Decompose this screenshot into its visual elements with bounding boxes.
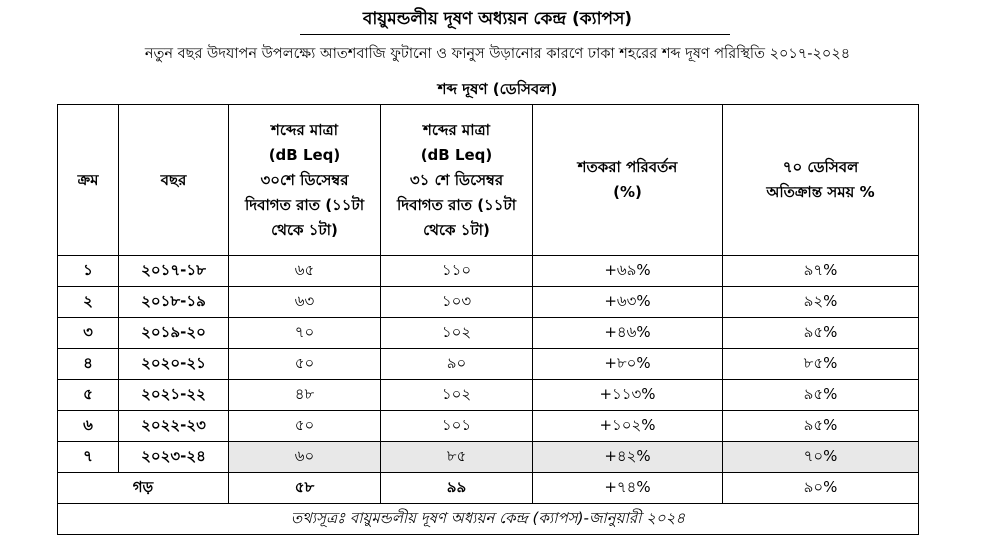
cell-exceed: ৮৫% — [723, 349, 919, 380]
cell-dec31: ১০৩ — [381, 287, 533, 318]
cell-dec31: ১১০ — [381, 256, 533, 287]
cell-dec30: ৬৩ — [229, 287, 381, 318]
average-change: +৭৪% — [533, 473, 723, 504]
cell-year: ২০২২-২৩ — [119, 411, 229, 442]
cell-change: +১০২% — [533, 411, 723, 442]
cell-dec31: ৯০ — [381, 349, 533, 380]
source-row — [58, 504, 919, 535]
table-row — [58, 380, 919, 411]
cell-year: ২০২০-২১ — [119, 349, 229, 380]
cell-dec30: ৬৫ — [229, 256, 381, 287]
cell-exceed: ৯৭% — [723, 256, 919, 287]
cell-year: ২০১৮-১৯ — [119, 287, 229, 318]
cell-exceed: ৭০% — [723, 442, 919, 473]
table-header-row — [58, 105, 919, 256]
table-row — [58, 411, 919, 442]
cell-change: +১১৩% — [533, 380, 723, 411]
column-header-dec30-level: শব্দের মাত্রা (dB Leq) ৩০শে ডিসেম্বর দিবাগত রাত (১১টা থেকে ১টা) — [229, 105, 381, 256]
cell-change: +৮০% — [533, 349, 723, 380]
table-row — [58, 318, 919, 349]
average-exceed: ৯০% — [723, 473, 919, 504]
table-caption: শব্দ দূষণ (ডেসিবল) — [437, 80, 558, 98]
cell-dec30: ৫০ — [229, 411, 381, 442]
cell-dec31: ১০১ — [381, 411, 533, 442]
cell-serial: ৪ — [58, 349, 119, 380]
column-header-year: বছর — [119, 105, 229, 256]
table-row — [58, 349, 919, 380]
title-underline — [300, 34, 730, 35]
cell-year: ২০১৭-১৮ — [119, 256, 229, 287]
average-dec30: ৫৮ — [229, 473, 381, 504]
subtitle: নতুন বছর উদযাপন উপলক্ষ্যে আতশবাজি ফুটানো ও ফানুস উড়ানোর কারণে ঢাকা শহরের শব্দ দূষণ পরিস্থিতি ২০১৭-২০২৪ — [144, 46, 851, 62]
cell-serial: ২ — [58, 287, 119, 318]
cell-year: ২০১৯-২০ — [119, 318, 229, 349]
cell-year: ২০২১-২২ — [119, 380, 229, 411]
cell-exceed: ৯৫% — [723, 318, 919, 349]
average-row — [58, 473, 919, 504]
cell-dec31: ১০২ — [381, 380, 533, 411]
source-note: তথ্যসূত্রঃ বায়ুমন্ডলীয় দূষণ অধ্যয়ন কেন্দ্র (ক্যাপস)-জানুয়ারী ২০২৪ — [58, 504, 919, 535]
cell-dec30: ৬০ — [229, 442, 381, 473]
average-label: গড় — [58, 473, 229, 504]
cell-exceed: ৯২% — [723, 287, 919, 318]
cell-serial: ৬ — [58, 411, 119, 442]
cell-serial: ৫ — [58, 380, 119, 411]
cell-dec30: ৪৮ — [229, 380, 381, 411]
cell-dec31: ৮৫ — [381, 442, 533, 473]
cell-change: +৬৩% — [533, 287, 723, 318]
cell-change: +৪২% — [533, 442, 723, 473]
column-header-serial: ক্রম — [58, 105, 119, 256]
cell-year: ২০২৩-২৪ — [119, 442, 229, 473]
cell-exceed: ৯৫% — [723, 411, 919, 442]
cell-serial: ৩ — [58, 318, 119, 349]
cell-dec31: ১০২ — [381, 318, 533, 349]
average-dec31: ৯৯ — [381, 473, 533, 504]
cell-serial: ১ — [58, 256, 119, 287]
cell-exceed: ৯৫% — [723, 380, 919, 411]
cell-dec30: ৭০ — [229, 318, 381, 349]
table-row-highlighted — [58, 442, 919, 473]
table-row — [58, 256, 919, 287]
noise-pollution-table — [57, 104, 919, 535]
column-header-exceed-time: ৭০ ডেসিবল অতিক্রান্ত সময় % — [723, 105, 919, 256]
column-header-dec31-level: শব্দের মাত্রা (dB Leq) ৩১ শে ডিসেম্বর দিবাগত রাত (১১টা থেকে ১টা) — [381, 105, 533, 256]
table-row — [58, 287, 919, 318]
cell-change: +৬৯% — [533, 256, 723, 287]
org-title: বায়ুমন্ডলীয় দূষণ অধ্যয়ন কেন্দ্র (ক্যাপস) — [362, 9, 633, 29]
cell-dec30: ৫০ — [229, 349, 381, 380]
cell-serial: ৭ — [58, 442, 119, 473]
cell-change: +৪৬% — [533, 318, 723, 349]
column-header-percent-change: শতকরা পরিবর্তন (%) — [533, 105, 723, 256]
